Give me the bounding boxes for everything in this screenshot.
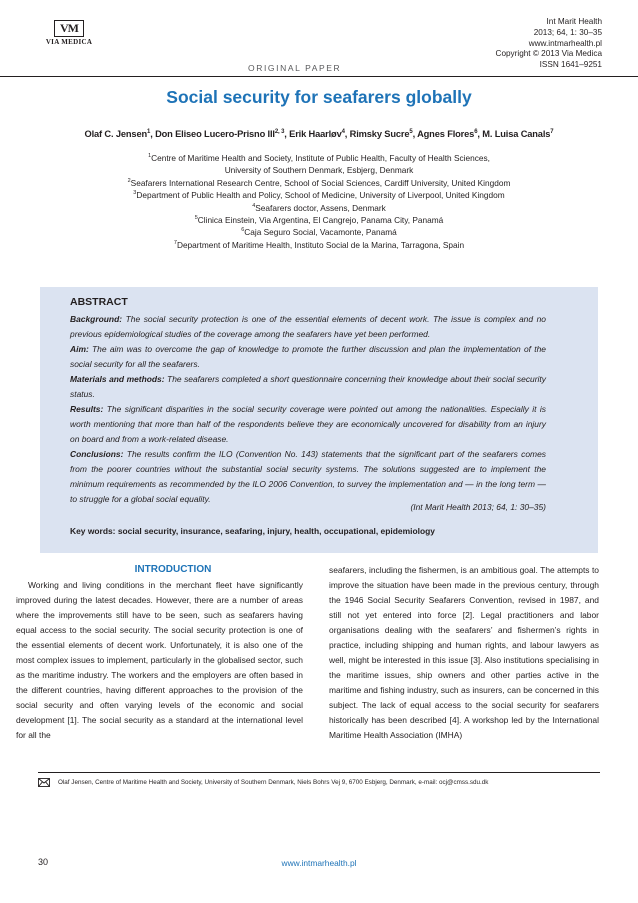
affiliation — [0, 165, 638, 175]
page-number: 30 — [38, 857, 49, 867]
affiliation-mark: 2 — [127, 178, 131, 185]
section-label: ORIGINAL PAPER — [248, 63, 342, 73]
author-name: Don Eliseo Lucero-Prisno III — [155, 129, 275, 140]
abstract-section-label: Background: — [70, 314, 123, 324]
journal-line: 2013; 64, 1: 30–35 — [533, 27, 602, 37]
footer-url[interactable]: www.intmarhealth.pl — [281, 858, 357, 868]
abstract-heading: ABSTRACT — [70, 296, 128, 308]
abstract-section: Aim: The aim was to overcome the gap of knowledge to promote the further discussion and plan the implementation of the social security for all the seafarers. — [70, 344, 546, 369]
affiliation-mark: 6 — [241, 227, 245, 234]
author-affiliation-mark: 2, 3 — [274, 129, 285, 135]
abstract-section-label: Results: — [70, 404, 104, 414]
affiliation — [0, 240, 638, 250]
journal-line: Copyright © 2013 Via Medica — [495, 49, 602, 59]
logo-text: VIA MEDICA — [45, 38, 93, 46]
affiliation-text: Seafarers International Research Centre, School of Social Sciences, Cardiff University, United Kingdom — [130, 177, 511, 188]
affiliation-text: Seafarers doctor, Assens, Denmark — [255, 202, 386, 213]
body-column-left — [16, 578, 303, 743]
header-rule — [0, 76, 638, 77]
affiliation-text: Department of Public Health and Policy, School of Medicine, University of Liverpool, United Kingdom — [136, 190, 505, 201]
author-affiliation-mark: 4 — [341, 129, 345, 135]
correspondence-footnote: Olaf Jensen, Centre of Maritime Health and Society, University of Southern Denmark, Niels Bohrs Vej 9, 6700 Esbjerg, Denmark, e-mail: ocj@cmss.sdu.dk — [58, 779, 489, 786]
abstract-section-label: Aim: — [70, 344, 89, 354]
affiliation-mark: 5 — [194, 215, 198, 222]
author-list: Olaf C. Jensen$^1$, Don Eliseo Lucero-Prisno III$^{2, 3}$, Erik Haarløv$^4$, Rimsky Sucre$^5$, Agnes Flores$^6$, M. Luisa Canals$^7$ — [84, 129, 554, 140]
author-affiliation-mark: 5 — [409, 129, 413, 135]
affiliation — [0, 203, 638, 213]
paragraph: Working and living conditions in the merchant fleet have significantly improved during the latest decades. However, there are a number of areas where the improvements still have to be seen, such as seafarers having equal access to the social security. The social security protection is one of the essential elements of decent work. Unfortunately, it is also one of the most complex issues to implement, particularly in the globalised sector, such as the maritime industry. The workers and the employers are often based in the different countries, having different approaches to the provision of the social security and often varying levels of the economic and social development [1]. The social security as a standard at the international level for all the — [16, 580, 303, 740]
abstract-section: Conclusions: The results confirm the ILO (Convention No. 143) statements that the significant part of the seafarers comes from the poorer countries without the substantial social security systems. The solutions suggested are to implement the minimum requirements as recommended by the ILO 2006 Convention, to survey the implementation and — in the long term — to struggle for a global social equality. — [70, 449, 546, 504]
author-name: M. Luisa Canals — [482, 129, 551, 140]
affiliation-mark: 7 — [173, 240, 177, 247]
journal-line: Int Marit Health — [546, 17, 602, 26]
journal-line: ISSN 1641–9251 — [539, 60, 602, 70]
affiliation — [0, 178, 638, 188]
author-affiliation-mark: 7 — [550, 129, 554, 135]
paragraph: seafarers, including the fishermen, is an ambitious goal. The attempts to improve the situation have been made in the previous century, through the 1946 Social Security Seafarers Convention, revised in 1987, and still not yet entered into force [2]. Legal practitioners and labor organisations dealing with the seafarers’ and fishermen’s rights in practice, including shipping and human rights, and labour lawyers as well, might be interested in this issue [3]. Also institutions specialising in the maritime issues, ship owners and other parties active in the maritime and fishing industry, such as insurers, can be concerned in this subject. The lack of equal access to the social security for seafarers historically has been described [4]. A workshop led by the International Maritime Health Association (IMHA) — [329, 565, 599, 740]
affiliation-mark: 4 — [252, 202, 256, 209]
abstract-section: Materials and methods: The seafarers completed a short questionnaire concerning their knowledge about their social security status. — [70, 374, 546, 399]
abstract-section: Background: The social security protection is one of the essential elements of decent work. The issue is complex and no previous epidemiological studies of the coverage among the seafarers have yet been performed. — [70, 314, 546, 339]
keywords: Key words: social security, insurance, seafaring, injury, health, occupational, epidemiology — [70, 526, 435, 536]
affiliation-text: Department of Maritime Health, Instituto Social de la Marina, Tarragona, Spain — [176, 239, 465, 250]
affiliation-text: University of Southern Denmark, Esbjerg, Denmark — [224, 165, 414, 176]
author-affiliation-mark: 1 — [147, 129, 151, 135]
abstract-section-label: Conclusions: — [70, 449, 124, 459]
affiliation-text: Caja Seguro Social, Vacamonte, Panamá — [244, 227, 397, 238]
affiliation-mark: 3 — [133, 190, 137, 197]
footnote-rule — [38, 772, 600, 773]
publisher-logo — [38, 20, 100, 48]
journal-url[interactable]: www.intmarhealth.pl — [528, 38, 602, 48]
logo-mark: VM — [54, 20, 84, 37]
affiliation — [0, 190, 638, 200]
journal-info — [496, 17, 602, 71]
introduction-heading: INTRODUCTION — [134, 564, 212, 575]
affiliation-text: Centre of Maritime Health and Society, Institute of Public Health, Faculty of Health Sciences, — [151, 153, 490, 163]
envelope-icon — [38, 778, 50, 787]
author-name: Agnes Flores — [417, 129, 475, 140]
affiliation-text: Clinica Einstein, Via Argentina, El Cangrejo, Panama City, Panamá — [197, 215, 444, 225]
abstract-section-label: Materials and methods: — [70, 374, 165, 384]
affiliation — [0, 153, 638, 163]
body-column-right — [329, 563, 599, 743]
abstract-body — [70, 312, 546, 507]
article-title: Social security for seafarers globally — [166, 87, 472, 107]
affiliation — [0, 215, 638, 225]
author-affiliation-mark: 6 — [474, 129, 478, 135]
author-name: Rimsky Sucre — [349, 129, 410, 140]
citation: (Int Marit Health 2013; 64, 1: 30–35) — [410, 502, 546, 512]
abstract-section: Results: The significant disparities in the social security coverage were pointed out among the nationalities. Especially it is worth mentioning that more than half of the respondents believe they are economically uncovered for disability from an injury on board and from a work-related disease. — [70, 404, 546, 444]
affiliation-mark: 1 — [148, 153, 152, 160]
author-name: Erik Haarløv — [289, 129, 342, 140]
affiliation — [0, 227, 638, 237]
author-name: Olaf C. Jensen — [84, 129, 147, 140]
